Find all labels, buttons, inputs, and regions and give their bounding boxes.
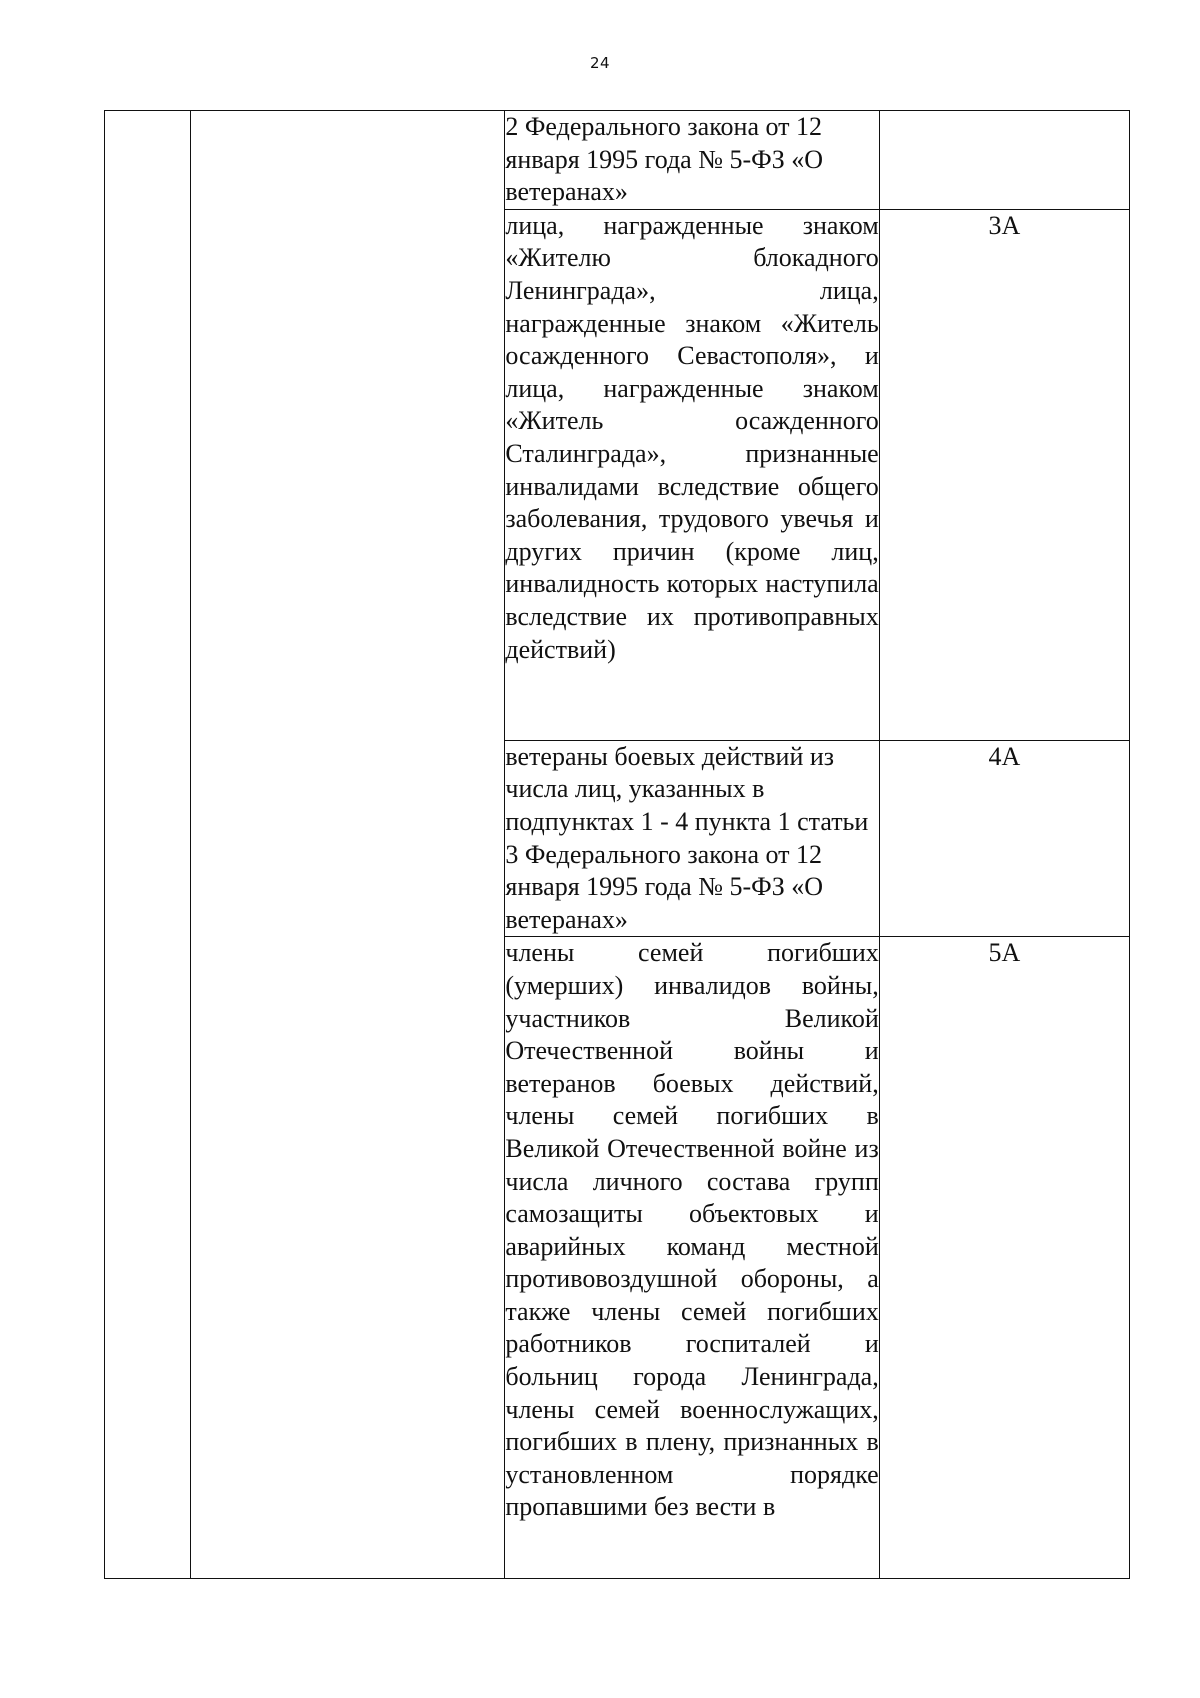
empty-cell-col1 [105, 111, 191, 1579]
table-cell-code: 4А [879, 740, 1129, 937]
table-cell-description: члены семей погибших (умерших) инвалидов войны, участников Великой Отечественной войны и ветеранов боевых действий, члены семей погибших в Великой Отечественной войне из числа личного состава групп самозащиты объектовых и аварийных команд местной противовоздушной обороны, а также члены семей погибших работников госпиталей и больниц города Ленинграда, члены семей военнослужащих, погибших в плену, признанных в установленном порядке пропавшими без вести в [505, 937, 879, 1579]
empty-cell-col2 [191, 111, 505, 1579]
benefits-table [104, 110, 1130, 1579]
table-cell-code: 3А [879, 209, 1129, 740]
table-cell-code [879, 111, 1129, 210]
table-cell-description: 2 Федерального закона от 12 января 1995 года № 5-ФЗ «О ветеранах» [505, 111, 879, 210]
table-row [105, 111, 1130, 210]
table-cell-code: 5А [879, 937, 1129, 1579]
page-number: 24 [589, 54, 611, 72]
table-cell-description: лица, награжденные знаком «Жителю блокадного Ленинграда», лица, награжденные знаком «Житель осажденного Севастополя», и лица, награжденные знаком «Житель осажденного Сталинграда», признанные инвалидами вследствие общего заболевания, трудового увечья и других причин (кроме лиц, инвалидность которых наступила вследствие их противоправных действий) [505, 209, 879, 740]
table-cell-description: ветераны боевых действий из числа лиц, указанных в подпунктах 1 - 4 пункта 1 статьи 3 Федерального закона от 12 января 1995 года № 5-ФЗ «О ветеранах» [505, 740, 879, 937]
